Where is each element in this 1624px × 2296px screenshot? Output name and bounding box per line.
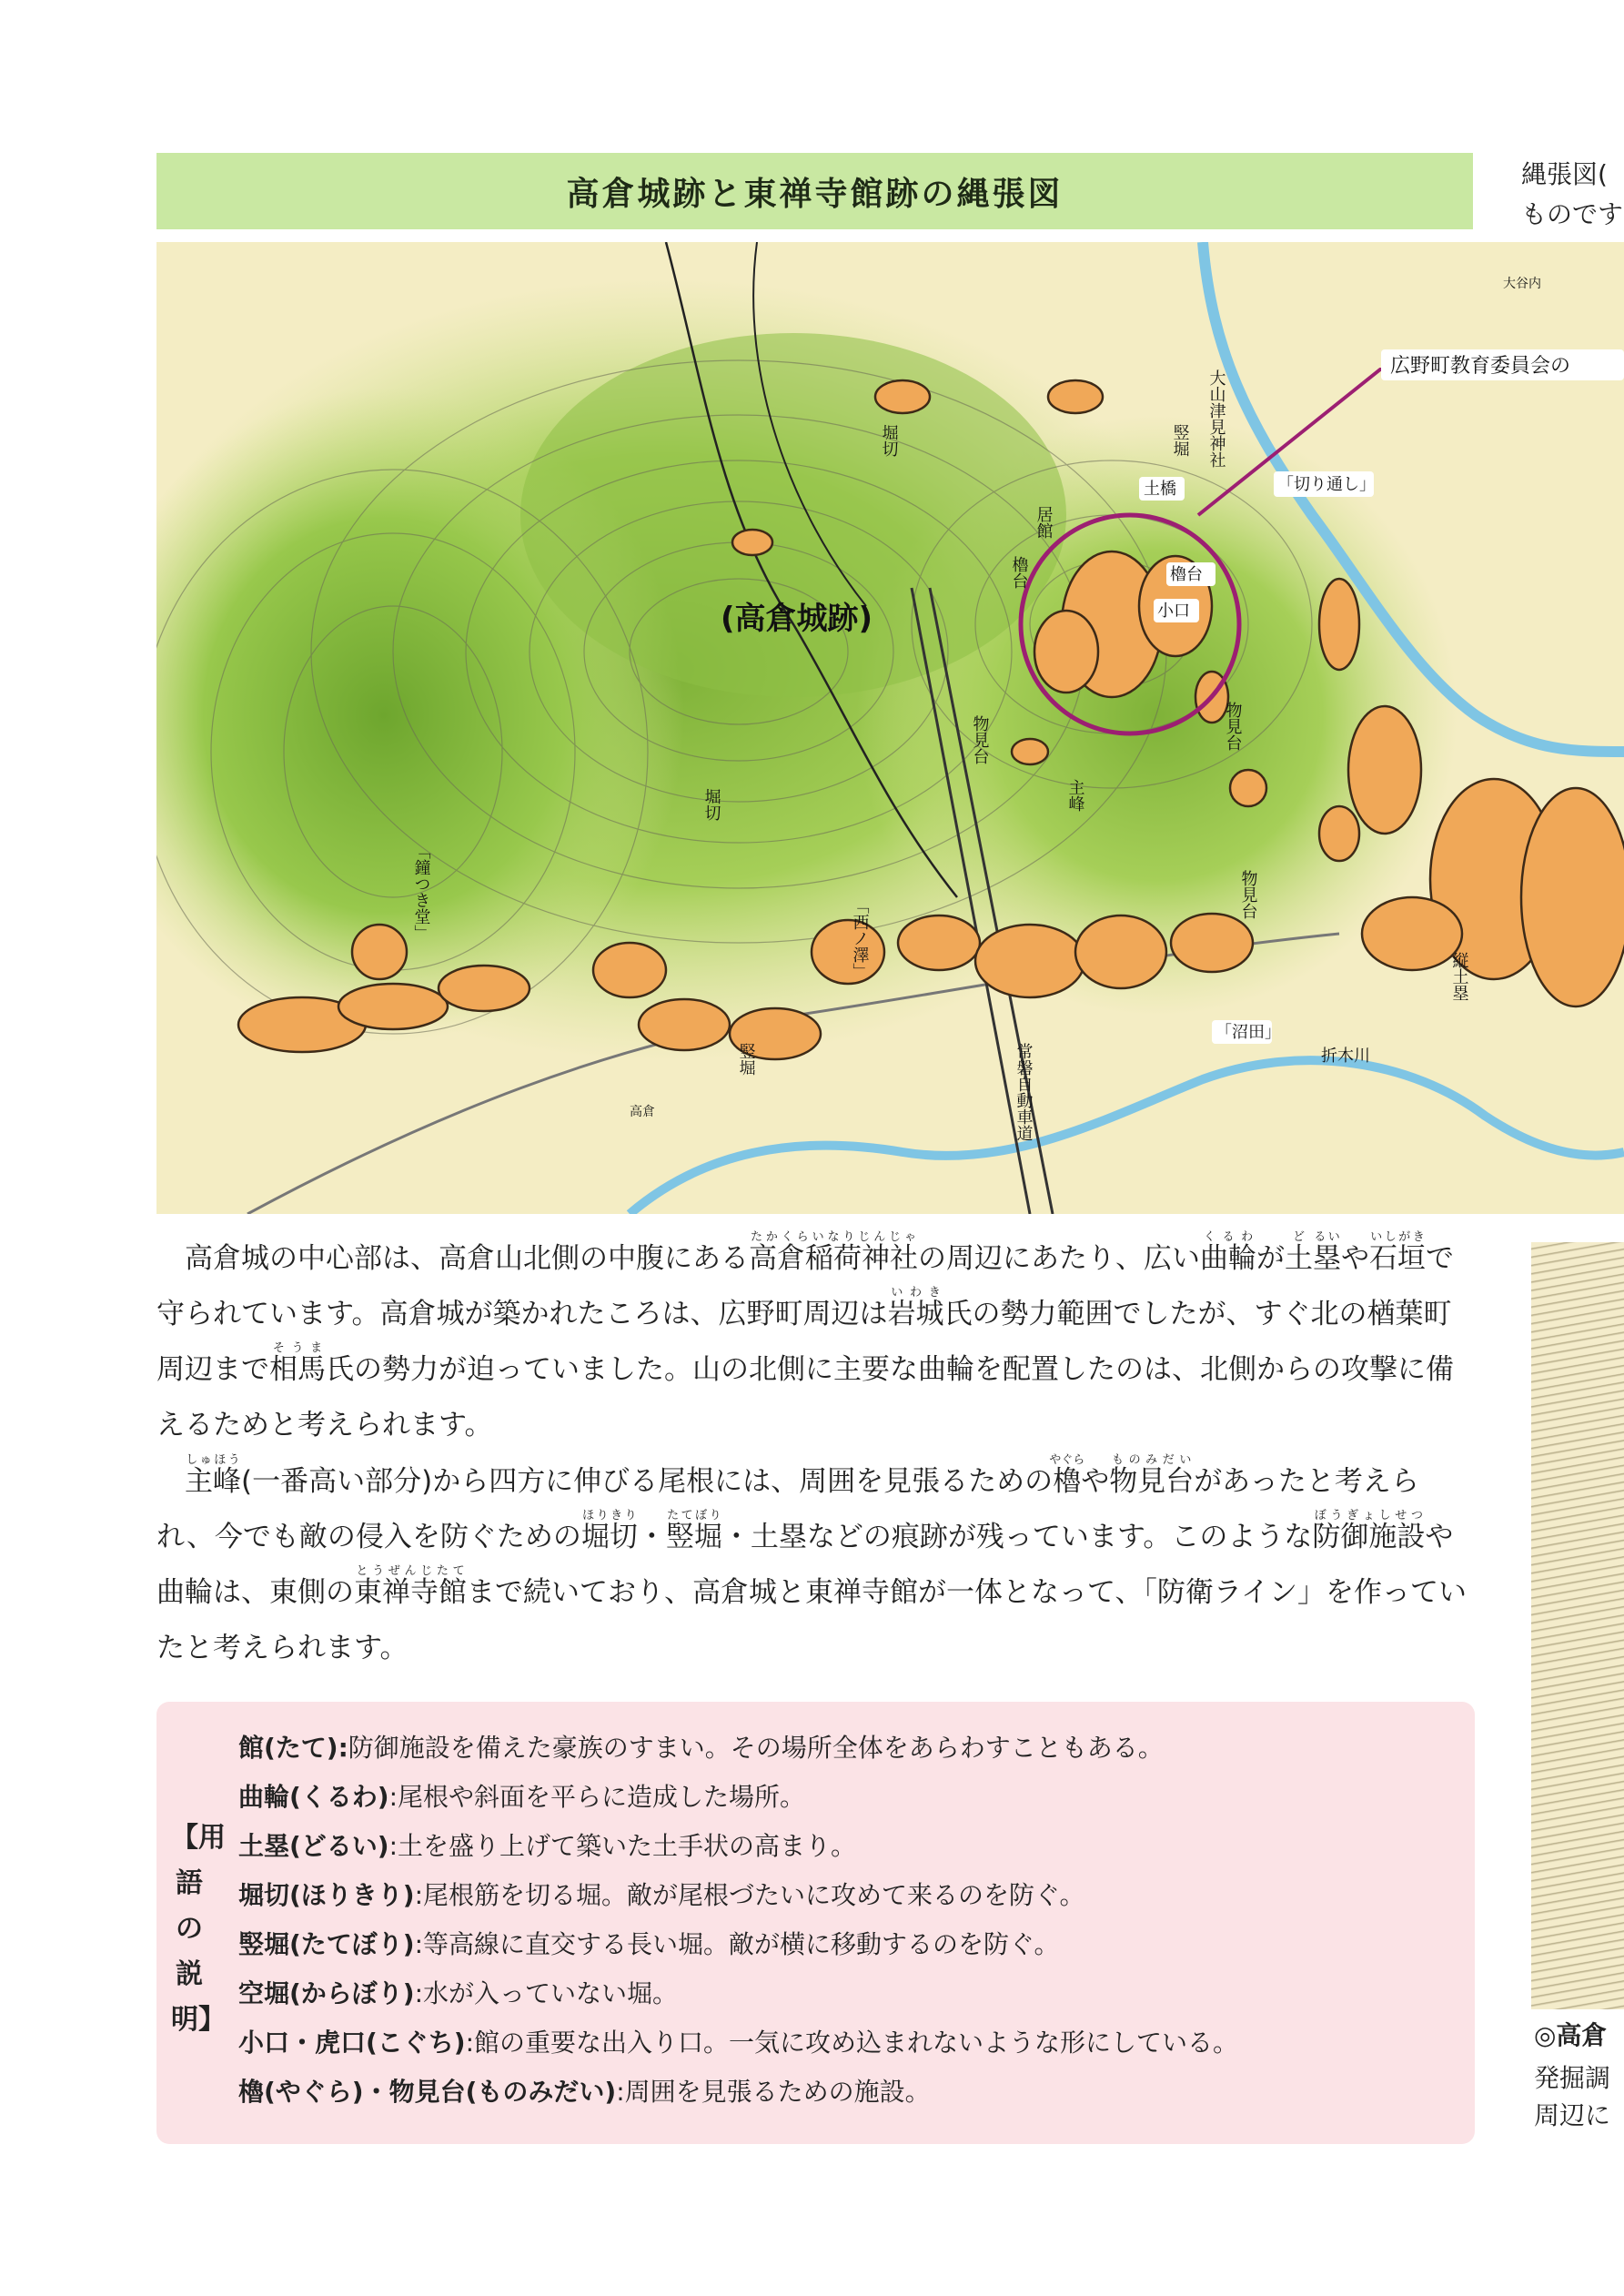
horikiri-label: 堀切	[879, 424, 899, 457]
castle-map	[156, 242, 1624, 1214]
glossary-item	[238, 2018, 1238, 2068]
ruby-reading: ど	[1285, 1230, 1313, 1244]
monomi-center-label: 物見台	[970, 715, 990, 764]
text-run: 置したのは、北側からの攻撃に備えるためと考えられます。	[156, 1353, 1454, 1441]
glossary-label: 【用語の説明】	[171, 1822, 226, 2036]
glossary-term: 小口・虎口(こぐち)	[238, 2028, 466, 2058]
glossary-term: 空堀(からぼり)	[238, 1978, 415, 2008]
ruby-base: 石垣	[1369, 1242, 1426, 1275]
text-run: や	[1081, 1465, 1110, 1498]
orikigawa-label: 折木川	[1321, 1047, 1370, 1066]
glossary-term: 竪堀(たてぼり)	[238, 1929, 415, 1959]
yagura-left-label: 櫓台	[1009, 556, 1029, 589]
ruby-reading: やぐら	[1049, 1453, 1085, 1467]
body-text	[156, 1230, 1476, 1676]
kane-label: 「鐘つき堂」	[411, 843, 431, 941]
glossary-term: 曲輪(くるわ)	[238, 1782, 389, 1812]
ruby-term	[1200, 1230, 1256, 1275]
glossary-item	[238, 1969, 1238, 2018]
ruby-term	[1109, 1453, 1195, 1498]
ruby-base: 高倉稲荷神社	[749, 1242, 918, 1275]
title-band	[156, 153, 1473, 229]
koguchi-label: 小口	[1157, 602, 1190, 621]
text-run: 高倉城の中心部は、高倉山北側の中腹にある	[185, 1242, 749, 1275]
text-run: ・土塁などの痕跡が残っています。	[721, 1521, 1172, 1553]
glossary-term: 堀切(ほりきり)	[238, 1880, 415, 1910]
figure-caption-line: 周辺に	[1534, 2100, 1611, 2130]
glossary-desc: :土を盛り上げて築いた土手状の高まり。	[388, 1831, 857, 1861]
excavation-figure	[1531, 1242, 1624, 2009]
text-run: たが、すぐ北の楢葉町周辺まで	[156, 1298, 1452, 1386]
ruby-reading: しゅほう	[185, 1453, 241, 1467]
ruby-term	[1285, 1230, 1313, 1275]
paragraph-2	[156, 1453, 1476, 1676]
glossary-desc: :等高線に直交する長い堀。敵が横に移動するのを防ぐ。	[414, 1929, 1060, 1959]
numata-label: 「沼田」	[1215, 1023, 1281, 1042]
text-run: があっ	[1194, 1465, 1278, 1498]
text-run: 氏の勢力が迫っていました。山の北側に主要な曲輪を配	[326, 1353, 1031, 1386]
glossary-desc: :水が入っていない堀。	[414, 1978, 679, 2008]
monomi-right-label: 物見台	[1238, 870, 1258, 919]
figure-caption-title: ◎高倉	[1534, 2020, 1608, 2050]
glossary-item	[238, 1871, 1238, 1920]
tatebori-label: 竪堀	[1170, 424, 1190, 457]
ruby-base: 主峰	[185, 1465, 241, 1498]
horikiri-mid-label: 堀切	[701, 788, 721, 821]
ruby-reading: いしがき	[1369, 1230, 1426, 1244]
ruby-base: 岩城	[887, 1298, 944, 1330]
side-note	[1521, 155, 1624, 235]
ruby-term	[269, 1341, 326, 1386]
ruby-reading: たかくらいなりじんじゃ	[749, 1230, 918, 1244]
shrine-label: 大山津見神社	[1206, 369, 1226, 468]
glossary-desc: :尾根筋を切る堀。敵が尾根づたいに攻めて来るのを防ぐ。	[414, 1880, 1085, 1910]
map-svg	[156, 242, 1624, 1214]
ruby-reading: たてぼり	[665, 1509, 722, 1522]
text-run: なって、「防衛ライン」を作っていたと考えられます。	[156, 1576, 1467, 1664]
ruby-term	[1369, 1230, 1426, 1275]
shuho-label: 主峰	[1065, 779, 1085, 812]
page-title: 高倉城跡と東禅寺館跡の縄張図	[566, 175, 1064, 213]
monomi-right-label: 物見台	[1223, 702, 1243, 751]
kiritoshi-label: 「切り通し」	[1277, 475, 1376, 494]
ruby-term	[749, 1230, 918, 1275]
text-run: の周辺にあたり、広い	[918, 1242, 1200, 1275]
nishinosawa-label: 「西ノ澤」	[850, 897, 870, 979]
ruby-reading: ものみだい	[1109, 1453, 1195, 1467]
map-small-label: 高倉	[630, 1105, 655, 1119]
ruby-reading: るい	[1313, 1230, 1341, 1244]
glossary-desc: :周囲を見張るための施設。	[616, 2077, 931, 2107]
glossary-term: 土塁(どるい)	[238, 1831, 389, 1861]
ruby-term	[665, 1509, 722, 1553]
glossary-desc: 防御施設を備えた豪族のすまい。その場所全体をあらわすこともある。	[348, 1733, 1164, 1763]
ruby-base: 土	[1285, 1242, 1313, 1275]
hill-area	[520, 333, 1066, 697]
text-run: が	[1256, 1242, 1285, 1275]
text-run: や曲輪は、東側の	[156, 1521, 1454, 1609]
text-run: (一番高い部分)から四方に伸びる尾根には、周囲を見張るための	[241, 1465, 1054, 1498]
ruby-base: 東禅寺館	[354, 1576, 467, 1609]
ruby-base: 防御施設	[1312, 1521, 1426, 1553]
glossary-box	[156, 1702, 1475, 2144]
ruby-term	[580, 1509, 638, 1553]
glossary-list	[238, 1724, 1238, 2117]
ruby-reading: とうぜんじたて	[354, 1564, 467, 1578]
ruby-reading: ほりきり	[580, 1509, 638, 1522]
ruby-base: 相馬	[269, 1353, 326, 1386]
glossary-term: 櫓(やぐら)・物見台(ものみだい)	[238, 2077, 617, 2107]
side-note-line: ものです	[1521, 199, 1624, 229]
glossary-desc: :館の重要な出入り口。一気に攻め込まれないような形にしている。	[465, 2028, 1239, 2058]
glossary-item	[238, 1773, 1238, 1822]
ruby-term	[1049, 1453, 1085, 1498]
glossary-item	[238, 1724, 1238, 1773]
ruby-base: 堀切	[580, 1521, 638, 1553]
ruby-term	[185, 1453, 241, 1498]
ruby-term	[1312, 1509, 1426, 1553]
glossary-term: 館(たて):	[238, 1733, 348, 1763]
tate-dorui-label: 縦土塁	[1449, 952, 1469, 1001]
text-run: たと考えられ、今でも敵の侵入を防ぐための	[156, 1465, 1419, 1553]
ruby-base: 塁	[1313, 1242, 1341, 1275]
text-run: 氏の勢力範囲でし	[943, 1298, 1170, 1330]
ruby-reading: そうま	[269, 1341, 326, 1355]
side-note-line: 縄張図(	[1521, 159, 1608, 189]
figure-caption-line: 発掘調	[1534, 2063, 1611, 2093]
ruby-base: 物見台	[1109, 1465, 1195, 1498]
ruby-term	[354, 1564, 467, 1609]
ruby-term	[887, 1286, 944, 1330]
text-run: まで続いており、高倉城と東禅寺館が一体と	[467, 1576, 1031, 1609]
yagura-right-label: 櫓台	[1170, 565, 1203, 584]
map-small-label: 大谷内	[1503, 277, 1541, 291]
ruby-base: 竪堀	[665, 1521, 722, 1553]
board-label: 広野町教育委員会の	[1390, 355, 1571, 378]
ruby-base: 櫓	[1049, 1465, 1085, 1498]
glossary-item	[238, 1920, 1238, 1969]
ruby-base: 曲輪	[1200, 1242, 1256, 1275]
ruby-reading: くるわ	[1200, 1230, 1256, 1244]
paragraph-1	[156, 1230, 1476, 1453]
text-run: で守られています。高倉城が築かれたころは、広野町周辺は	[156, 1242, 1454, 1330]
text-run: このような	[1171, 1521, 1313, 1553]
text-run: や	[1341, 1242, 1369, 1275]
ruby-term	[1313, 1230, 1341, 1275]
ruby-reading: ぼうぎょしせつ	[1312, 1509, 1426, 1522]
ruby-reading: いわき	[887, 1286, 944, 1300]
kyokan-label: 居館	[1034, 506, 1054, 539]
expressway-label: 常磐自動車道	[1014, 1043, 1034, 1141]
dobashi-label: 土橋	[1144, 480, 1176, 499]
glossary-item	[238, 2068, 1238, 2117]
castle-label: (高倉城跡)	[721, 601, 873, 637]
glossary-item	[238, 1822, 1238, 1871]
glossary-desc: :尾根や斜面を平らに造成した場所。	[388, 1782, 806, 1812]
text-run: ・	[637, 1521, 666, 1553]
tatebori-bottom-label: 竪堀	[736, 1043, 756, 1076]
